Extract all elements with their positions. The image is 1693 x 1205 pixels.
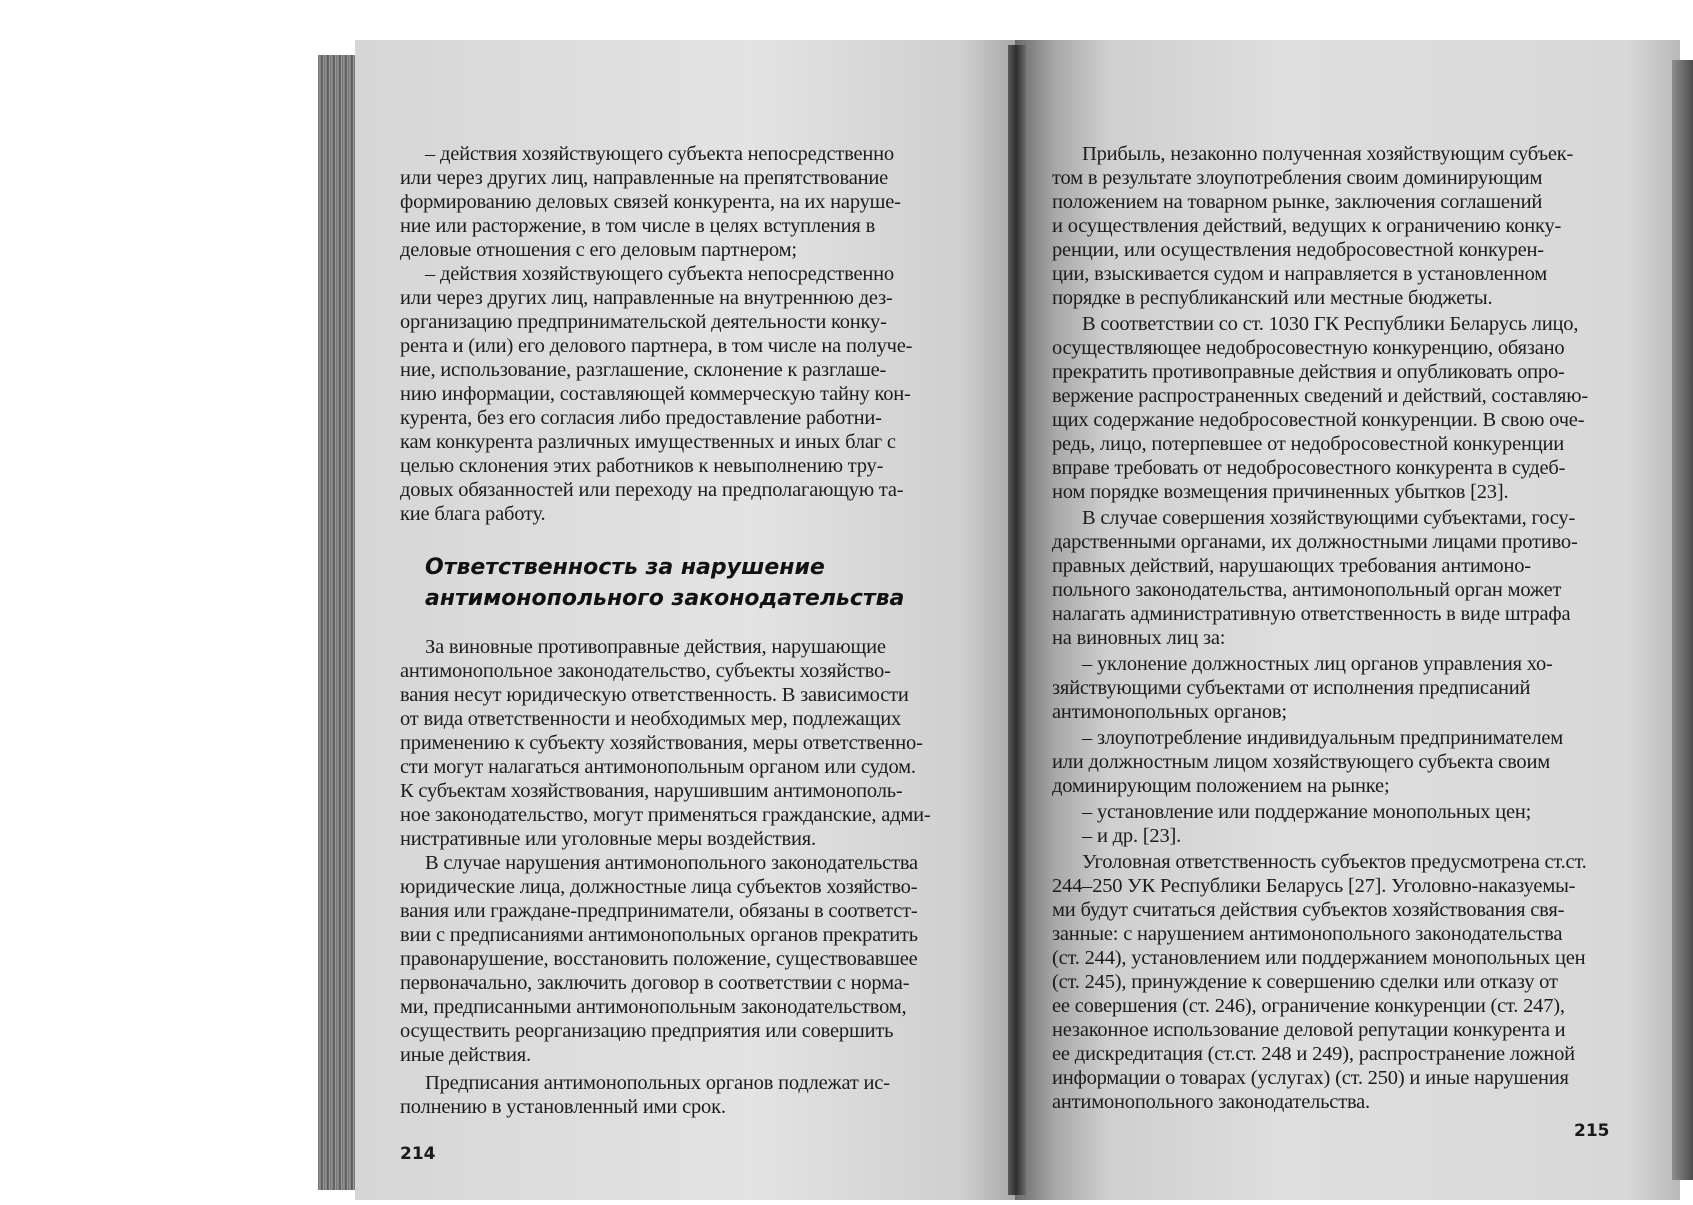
left-line: от вида ответственности и необходимых мер, подлежащих bbox=[400, 708, 902, 730]
left-line: вания несут юридическую ответственность. В зависимости bbox=[400, 684, 909, 706]
left-line: деловые отношения с его деловым партнером; bbox=[400, 239, 797, 261]
left-line: кам конкурента различных имущественных и иных благ с bbox=[400, 431, 896, 453]
right-line: том в результате злоупотребления своим доминирующим bbox=[1052, 167, 1543, 189]
left-line: ние или расторжение, в том числе в целях вступления в bbox=[400, 215, 876, 237]
book-page-edges bbox=[318, 55, 360, 1190]
right-line: положением на товарном рынке, заключения соглашений bbox=[1052, 191, 1543, 213]
section-heading: антимонопольного законодательства bbox=[425, 586, 905, 611]
left-line: организацию предпринимательской деятельности конку- bbox=[400, 311, 887, 333]
right-line: налагать административную ответственность в виде штрафа bbox=[1052, 603, 1571, 625]
right-line: прекратить противоправные действия и опубликовать опро- bbox=[1052, 361, 1565, 383]
right-line: щих содержание недобросовестной конкуренции. В свою оче- bbox=[1052, 409, 1585, 431]
right-line: – установление или поддержание монопольных цен; bbox=[1082, 801, 1532, 823]
left-line: Предписания антимонопольных органов подлежат ис- bbox=[425, 1072, 890, 1094]
left-line: вания или граждане-предприниматели, обязаны в соответст- bbox=[400, 900, 918, 922]
left-line: рента и (или) его делового партнера, в том числе на получе- bbox=[400, 335, 913, 357]
right-line: на виновных лиц за: bbox=[1052, 627, 1226, 649]
right-line: 244–250 УК Республики Беларусь [27]. Уголовно-наказуемы- bbox=[1052, 875, 1576, 897]
left-line: кие блага работу. bbox=[400, 503, 546, 525]
right-line: ее совершения (ст. 246), ограничение конкуренции (ст. 247), bbox=[1052, 995, 1565, 1017]
book-gutter bbox=[1008, 45, 1026, 1195]
right-line: (ст. 245), принуждение к совершению сделки или отказу от bbox=[1052, 971, 1558, 993]
right-line: Уголовная ответственность субъектов предусмотрена ст.ст. bbox=[1082, 851, 1587, 873]
right-line: антимонопольного законодательства. bbox=[1052, 1091, 1370, 1113]
right-line: вправе требовать от недобросовестного конкурента в судеб- bbox=[1052, 457, 1566, 479]
left-line: сти могут налагаться антимонопольным органом или судом. bbox=[400, 756, 916, 778]
left-line: довых обязанностей или переходу на предполагающую та- bbox=[400, 479, 904, 501]
right-line: Прибыль, незаконно полученная хозяйствующим субъек- bbox=[1082, 143, 1574, 165]
right-line: и осуществления действий, ведущих к ограничению конку- bbox=[1052, 215, 1562, 237]
left-line: вии с предписаниями антимонопольных органов прекратить bbox=[400, 924, 918, 946]
left-line: – действия хозяйствующего субъекта непосредственно bbox=[425, 263, 894, 285]
right-line: правных действий, нарушающих требования антимоно- bbox=[1052, 555, 1531, 577]
left-line: первоначально, заключить договор в соответствии с норма- bbox=[400, 972, 910, 994]
right-line: или должностным лицом хозяйствующего субъекта своим bbox=[1052, 751, 1551, 773]
left-line: курента, без его согласия либо предоставление работни- bbox=[400, 407, 882, 429]
right-line: занные: с нарушением антимонопольного законодательства bbox=[1052, 923, 1563, 945]
page-number-left: 214 bbox=[400, 1144, 436, 1164]
right-line: информации о товарах (услугах) (ст. 250) и иные нарушения bbox=[1052, 1067, 1569, 1089]
right-line: (ст. 244), установлением или поддержанием монопольных цен bbox=[1052, 947, 1586, 969]
left-line: – действия хозяйствующего субъекта непосредственно bbox=[425, 143, 894, 165]
right-book-edge bbox=[1672, 60, 1693, 1180]
right-line: осуществляющее недобросовестную конкуренцию, обязано bbox=[1052, 337, 1565, 359]
right-line: незаконное использование деловой репутации конкурента и bbox=[1052, 1019, 1566, 1041]
left-line: В случае нарушения антимонопольного законодательства bbox=[425, 852, 918, 874]
left-line: или через других лиц, направленные на препятствование bbox=[400, 167, 889, 189]
right-line: доминирующим положением на рынке; bbox=[1052, 775, 1390, 797]
right-line: ном порядке возмещения причиненных убытков [23]. bbox=[1052, 481, 1509, 503]
right-line: В случае совершения хозяйствующими субъектами, госу- bbox=[1082, 507, 1576, 529]
right-line: В соответствии со ст. 1030 ГК Республики Беларусь лицо, bbox=[1082, 313, 1579, 335]
left-line: целью склонения этих работников к невыполнению тру- bbox=[400, 455, 884, 477]
left-line: ное законодательство, могут применяться гражданские, адми- bbox=[400, 804, 931, 826]
right-line: ее дискредитация (ст.ст. 248 и 249), распространение ложной bbox=[1052, 1043, 1575, 1065]
right-line: порядке в республиканский или местные бюджеты. bbox=[1052, 287, 1493, 309]
left-line: К субъектам хозяйствования, нарушившим антимонополь- bbox=[400, 780, 903, 802]
right-line: редь, лицо, потерпевшее от недобросовестной конкуренции bbox=[1052, 433, 1565, 455]
right-line: ми будут считаться действия субъектов хозяйствования свя- bbox=[1052, 899, 1565, 921]
right-line: – и др. [23]. bbox=[1082, 825, 1182, 847]
right-line: – уклонение должностных лиц органов управления хо- bbox=[1082, 653, 1553, 675]
right-line: зяйствующими субъектами от исполнения предписаний bbox=[1052, 677, 1531, 699]
left-line: или через других лиц, направленные на внутреннюю дез- bbox=[400, 287, 893, 309]
left-line: полнению в установленный ими срок. bbox=[400, 1096, 726, 1118]
right-line: антимонопольных органов; bbox=[1052, 701, 1287, 723]
left-line: ми, предписанными антимонопольным законодательством, bbox=[400, 996, 907, 1018]
left-line: юридические лица, должностные лица субъектов хозяйство- bbox=[400, 876, 918, 898]
left-line: нистративные или уголовные меры воздействия. bbox=[400, 828, 816, 850]
left-line: осуществить реорганизацию предприятия или совершить bbox=[400, 1020, 894, 1042]
left-line: ние, использование, разглашение, склонение к разглаше- bbox=[400, 359, 887, 381]
right-line: ции, взыскивается судом и направляется в установленном bbox=[1052, 263, 1548, 285]
page-number-right: 215 bbox=[1574, 1121, 1610, 1141]
right-line: польного законодательства, антимонопольный орган может bbox=[1052, 579, 1562, 601]
left-line: формированию деловых связей конкурента, на их наруше- bbox=[400, 191, 901, 213]
section-heading: Ответственность за нарушение bbox=[425, 555, 825, 580]
right-line: – злоупотребление индивидуальным предпринимателем bbox=[1082, 727, 1564, 749]
left-line: применению к субъекту хозяйствования, меры ответственно- bbox=[400, 732, 923, 754]
left-line: нию информации, составляющей коммерческую тайну кон- bbox=[400, 383, 911, 405]
left-line: антимонопольное законодательство, субъекты хозяйство- bbox=[400, 660, 891, 682]
left-line: иные действия. bbox=[400, 1044, 531, 1066]
right-line: вержение распространенных сведений и действий, составляю- bbox=[1052, 385, 1588, 407]
right-line: ренции, или осуществления недобросовестной конкурен- bbox=[1052, 239, 1544, 261]
right-line: дарственными органами, их должностными лицами противо- bbox=[1052, 531, 1578, 553]
left-line: правонарушение, восстановить положение, существовавшее bbox=[400, 948, 918, 970]
left-line: За виновные противоправные действия, нарушающие bbox=[425, 636, 886, 658]
